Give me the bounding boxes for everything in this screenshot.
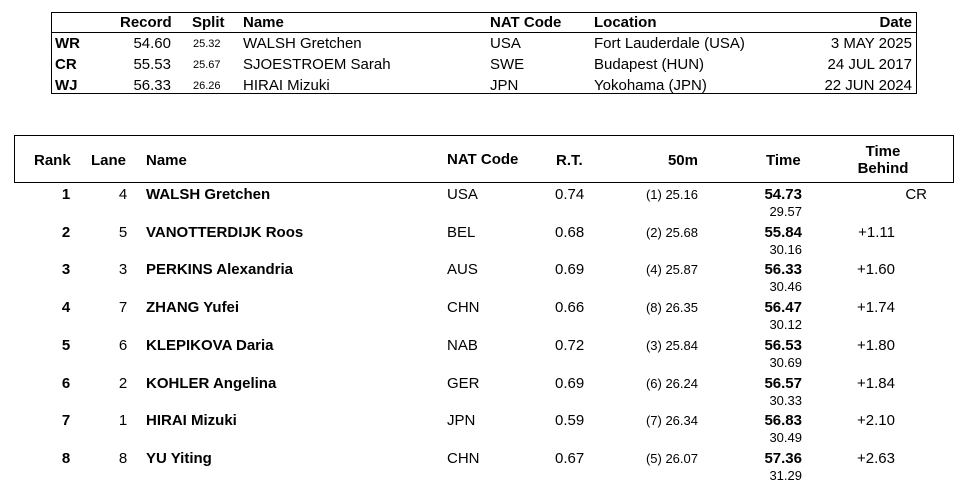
result-50m-split: (8) 26.35 [645,300,698,315]
records-table [51,12,917,94]
records-header-location: Location [594,14,657,31]
result-nat: GER [447,375,480,392]
records-row [52,54,916,74]
result-second-split: 31.29 [769,468,802,483]
record-split: 25.32 [193,38,221,50]
record-time: 56.33 [133,77,171,94]
result-lane: 2 [118,375,128,392]
record-split: 25.67 [193,59,221,71]
records-row [52,75,916,95]
result-nat: CHN [447,450,480,467]
records-header [52,13,916,33]
record-date: 3 MAY 2025 [830,35,912,52]
result-nat: BEL [447,224,476,241]
result-nat: CHN [447,299,480,316]
header-time: Time [766,152,801,169]
result-name: YU Yiting [146,450,212,467]
result-time-behind: +1.80 [857,337,895,354]
result-row [0,375,960,412]
record-nat: USA [490,35,521,52]
record-location: Budapest (HUN) [594,56,705,73]
result-lane: 5 [118,224,128,241]
result-nat: NAB [447,337,478,354]
result-time: 54.73 [764,186,802,203]
records-row [52,33,916,53]
result-rank: 5 [61,337,71,354]
header-lane: Lane [91,152,127,169]
result-second-split: 30.12 [769,317,802,332]
records-header-date: Date [879,14,912,31]
result-row [0,261,960,298]
result-name: KOHLER Angelina [146,375,277,392]
result-time-behind: +1.74 [857,299,895,316]
result-rt: 0.59 [555,412,585,429]
result-second-split: 30.49 [769,430,802,445]
result-time-behind: +1.11 [858,224,895,241]
result-second-split: 30.16 [769,242,802,257]
result-rank: 1 [61,186,71,203]
header-name: Name [146,152,187,169]
result-name: WALSH Gretchen [146,186,271,203]
record-nat: SWE [490,56,525,73]
result-lane: 7 [118,299,128,316]
result-second-split: 29.57 [769,204,802,219]
result-rt: 0.74 [555,186,585,203]
record-nat: JPN [490,77,519,94]
result-time: 56.83 [764,412,802,429]
result-time-behind: +2.63 [857,450,895,467]
record-time: 55.53 [133,56,171,73]
record-date: 24 JUL 2017 [827,56,912,73]
header-rank: Rank [34,152,71,169]
result-name: ZHANG Yufei [146,299,240,316]
header-rt: R.T. [556,152,583,169]
result-time: 56.47 [764,299,802,316]
result-name: KLEPIKOVA Daria [146,337,274,354]
result-50m-split: (3) 25.84 [645,338,698,353]
record-holder: WALSH Gretchen [243,35,362,52]
result-nat: USA [447,186,478,203]
result-name: VANOTTERDIJK Roos [146,224,304,241]
result-time: 56.57 [764,375,802,392]
result-time: 56.33 [764,261,802,278]
header-50m: 50m [667,152,698,169]
result-50m-split: (4) 25.87 [645,262,698,277]
result-row [0,224,960,261]
record-date: 22 JUN 2024 [824,77,912,94]
record-split: 26.26 [193,80,221,92]
records-header-name: Name [243,14,284,31]
result-rank: 7 [61,412,71,429]
result-50m-split: (1) 25.16 [645,187,698,202]
result-time-behind: +1.60 [857,261,895,278]
result-second-split: 30.46 [769,279,802,294]
record-time: 54.60 [133,35,171,52]
result-50m-split: (7) 26.34 [645,413,698,428]
record-code: CR [55,56,77,73]
result-rt: 0.66 [555,299,585,316]
record-location: Fort Lauderdale (USA) [594,35,745,52]
records-header-split: Split [192,14,225,31]
result-name: PERKINS Alexandria [146,261,293,278]
result-row [0,412,960,449]
result-rt: 0.69 [555,375,585,392]
result-lane: 3 [118,261,128,278]
record-code: WJ [55,77,78,94]
result-lane: 4 [118,186,128,203]
result-rank: 4 [61,299,71,316]
record-location: Yokohama (JPN) [594,77,707,94]
result-nat: AUS [447,261,478,278]
result-rank: 3 [61,261,71,278]
result-50m-split: (5) 26.07 [645,451,698,466]
result-time-behind: +2.10 [857,412,895,429]
result-time: 56.53 [764,337,802,354]
result-rt: 0.68 [555,224,585,241]
result-rt: 0.69 [555,261,585,278]
result-rank: 2 [61,224,71,241]
results-header [14,135,954,183]
result-rt: 0.72 [555,337,585,354]
result-row [0,186,960,223]
result-nat: JPN [447,412,476,429]
records-header-record: Record [120,14,172,31]
records-header-nat: NAT Code [490,14,562,31]
result-lane: 1 [118,412,128,429]
result-second-split: 30.69 [769,355,802,370]
result-row [0,450,960,487]
record-code: WR [55,35,80,52]
result-rt: 0.67 [555,450,585,467]
record-holder: HIRAI Mizuki [243,77,330,94]
result-lane: 8 [118,450,128,467]
result-rank: 8 [61,450,71,467]
result-second-split: 30.33 [769,393,802,408]
result-time: 55.84 [764,224,802,241]
result-50m-split: (6) 26.24 [645,376,698,391]
header-nat: NAT Code [447,151,519,168]
header-time-behind-line2: Behind [857,160,909,177]
result-note: CR [905,186,927,203]
result-time: 57.36 [764,450,802,467]
header-time-behind-line1: Time [865,143,901,160]
result-name: HIRAI Mizuki [146,412,237,429]
result-50m-split: (2) 25.68 [645,225,698,240]
result-row [0,299,960,336]
result-row [0,337,960,374]
result-time-behind: +1.84 [857,375,895,392]
result-rank: 6 [61,375,71,392]
result-lane: 6 [118,337,128,354]
record-holder: SJOESTROEM Sarah [243,56,391,73]
